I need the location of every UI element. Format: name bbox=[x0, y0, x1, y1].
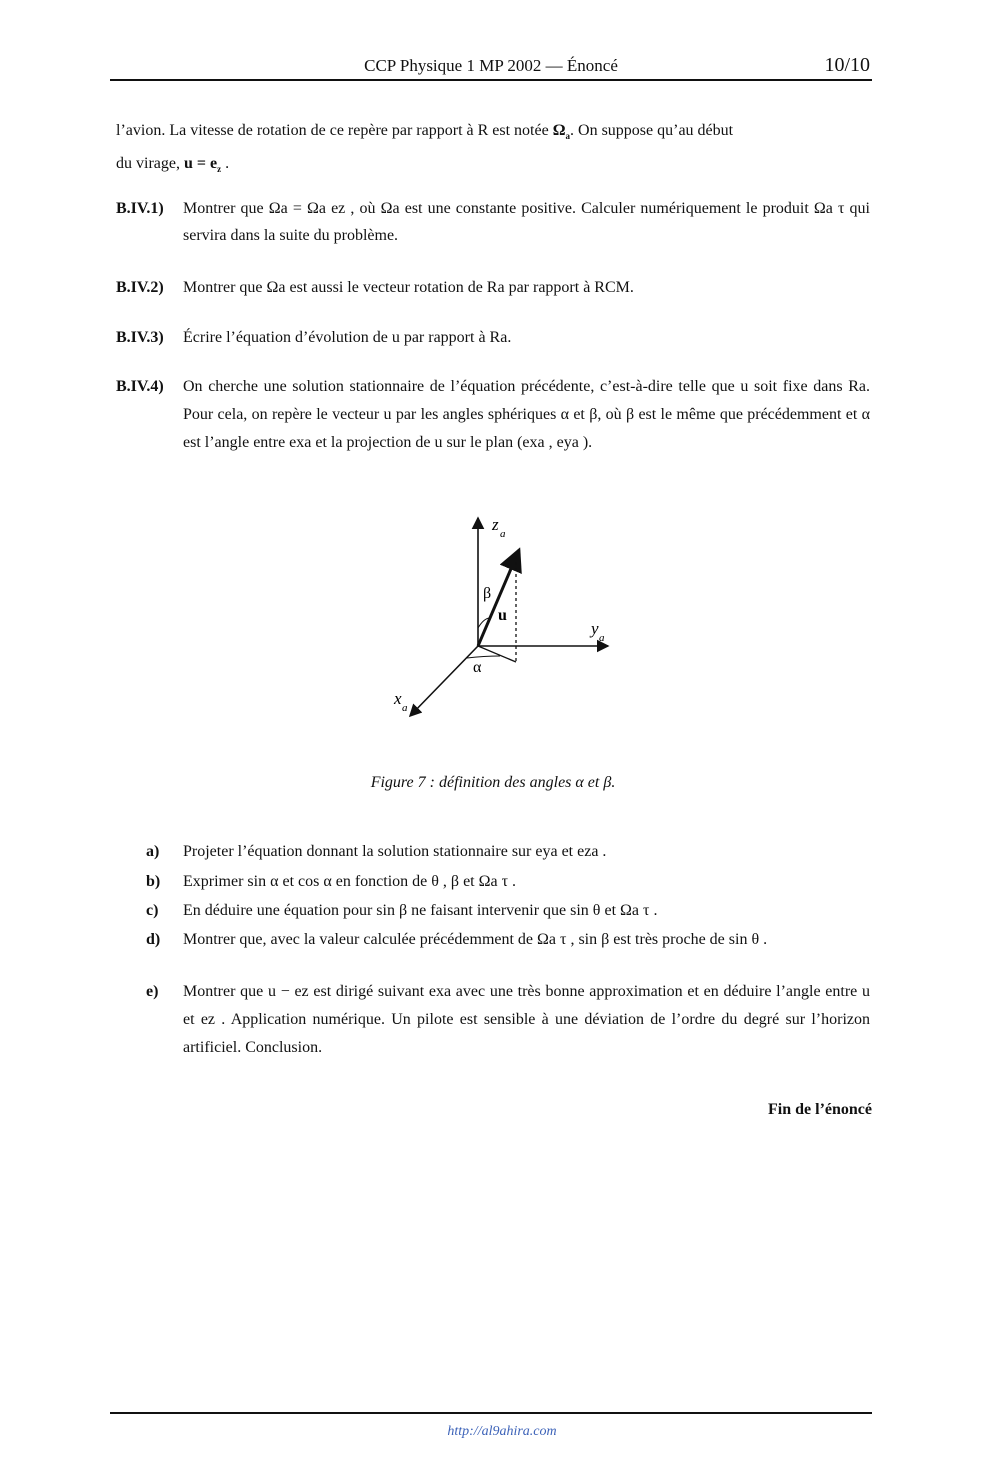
item-text: En déduire une équation pour sin β ne faisant intervenir que sin θ et Ωa τ . bbox=[183, 902, 658, 919]
z-axis-sub: a bbox=[500, 528, 506, 540]
question-label: B.IV.2) bbox=[116, 279, 164, 296]
figure-caption: Figure 7 : définition des angles α et β. bbox=[370, 774, 616, 791]
page-header bbox=[110, 54, 872, 80]
item-text: Projeter l’équation donnant la solution stationnaire sur eya et eza . bbox=[183, 843, 607, 860]
question-text: Montrer que Ωa est aussi le vecteur rotation de Ra par rapport à RCM. bbox=[183, 279, 634, 296]
question-label: B.IV.1) bbox=[116, 200, 164, 217]
horizontal-projection bbox=[478, 646, 516, 662]
intro-paragraph bbox=[116, 117, 870, 183]
figure-7 bbox=[380, 510, 630, 730]
question-text: On cherche une solution stationnaire de l’équation précédente, c’est-à-dire telle que u soit fixe dans Ra. Pour cela, on repère le vecteur u par les angles sphériques α et β, où β est le même que précédemment et α est l’angle entre exa et la projection de u sur le plan (exa , eya ). bbox=[183, 378, 870, 451]
header-title: CCP Physique 1 MP 2002 — Énoncé bbox=[364, 56, 618, 75]
question-b-iv-3 bbox=[116, 324, 870, 351]
list-item bbox=[146, 839, 870, 865]
header-divider bbox=[110, 79, 872, 81]
u-label: u bbox=[498, 607, 507, 624]
footer-link[interactable]: http://al9ahira.com bbox=[447, 1424, 557, 1439]
intro-line-2: du virage, $u = e_z$ . bbox=[116, 155, 230, 174]
x-axis bbox=[410, 646, 478, 716]
angle-diagram bbox=[380, 510, 630, 730]
alpha-arc bbox=[467, 656, 500, 658]
item-text: Montrer que u − ez est dirigé suivant exa avec une très bonne approximation et en déduire l’angle entre u et ez . Application numérique. Un pilote est sensible à une déviation de l’ordre du degré sur l’horizon artificiel. Conclusion. bbox=[183, 983, 870, 1056]
question-text: Écrire l’équation d’évolution de u par rapport à Ra. bbox=[183, 329, 512, 346]
x-axis-sub: a bbox=[402, 702, 408, 714]
page-number: 10/10 bbox=[824, 54, 870, 76]
item-label: e) bbox=[146, 983, 159, 1000]
y-axis-label: y bbox=[591, 619, 599, 638]
question-label: B.IV.4) bbox=[116, 378, 164, 395]
question-text: Montrer que Ωa = Ωa ez , où Ωa est une constante positive. Calculer numériquement le produit Ωa τ qui servira dans la suite du problème. bbox=[183, 200, 870, 244]
question-b-iv-2 bbox=[116, 274, 870, 301]
item-text: Exprimer sin α et cos α en fonction de θ , β et Ωa τ . bbox=[183, 873, 517, 890]
question-b-iv-4 bbox=[116, 373, 870, 457]
intro-line-1: l’avion. La vitesse de rotation de ce repère par rapport à R est notée $\Omega_a$. On suppose qu’au début bbox=[116, 122, 734, 141]
list-item bbox=[146, 869, 870, 895]
y-axis-sub: a bbox=[599, 632, 605, 644]
end-of-statement: Fin de l’énoncé bbox=[768, 1101, 872, 1118]
item-label: d) bbox=[146, 931, 161, 948]
question-label: B.IV.3) bbox=[116, 329, 164, 346]
item-text: Montrer que, avec la valeur calculée précédemment de Ωa τ , sin β est très proche de sin θ . bbox=[183, 931, 768, 948]
alpha-label: α bbox=[473, 659, 482, 676]
item-label: a) bbox=[146, 843, 160, 860]
x-axis-label: x bbox=[394, 689, 402, 708]
list-item bbox=[146, 927, 870, 953]
z-axis-label: z bbox=[492, 515, 499, 534]
beta-label: β bbox=[483, 585, 492, 602]
footer-divider bbox=[110, 1412, 872, 1414]
question-b-iv-1 bbox=[116, 195, 870, 249]
item-label: b) bbox=[146, 873, 161, 890]
item-label: c) bbox=[146, 902, 159, 919]
list-item bbox=[146, 898, 870, 924]
list-item bbox=[146, 978, 870, 1062]
